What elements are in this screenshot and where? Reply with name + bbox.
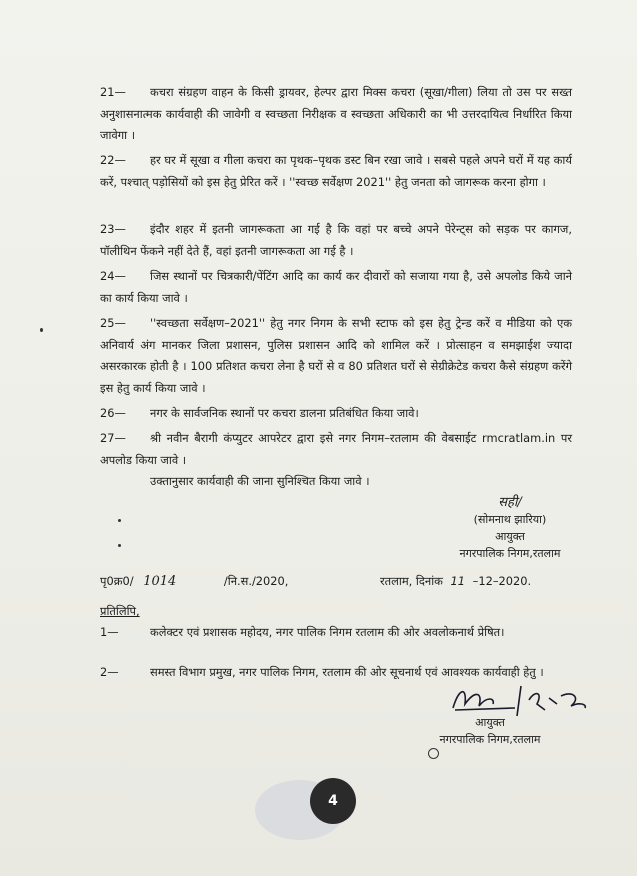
scan-speck [118,519,121,522]
copy-heading: प्रतिलिपि, [100,604,140,618]
page-number: 4 [310,778,356,824]
signatory-title: आयुक्त [495,530,525,543]
scan-speck [40,328,43,332]
ref-section: /नि.स./2020, [223,574,289,588]
place-date-label: रतलाम, दिनांक [380,574,443,588]
signatory-org: नगरपालिक निगम,रतलाम [439,733,541,746]
item-number: 26— [100,406,126,420]
item-text: कचरा संग्रहण वाहन के किसी ड्रायवर, हेल्पर द्वारा मिक्स कचरा (सूखा/गीला) लिया तो उस पर सख्त अनुशासनात्मक कार्यवाही की जावेगी व स्वच्छता निरीक्षक व स्वच्छता अधिकारी का भी उत्तरदायित्व निर्धारित किया जावेगा । [100,85,572,142]
item-22 [100,150,572,193]
copy-item-1 [100,622,572,644]
item-23 [100,219,572,262]
item-number: 21— [100,85,126,99]
signatory-org: नगरपालिक निगम,रतलाम [459,547,561,560]
place-date-line [380,574,531,589]
signature-mark: सही/ [498,495,522,510]
signature-block-1 [450,494,570,562]
item-text: इंदौर शहर में इतनी जागरूकता आ गई है कि वहां पर बच्चे अपने पेरेन्ट्स को सड़क पर कागज, पॉलीथिन फेंकने नहीं देते हैं, वहां इतनी जागरूकता आ गई है । [100,222,572,258]
item-27 [100,428,572,471]
item-25 [100,313,572,399]
item-24 [100,266,572,309]
item-text: ''स्वच्छता सर्वेक्षण–2021'' हेतु नगर निगम के सभी स्टाफ को इस हेतु ट्रेन्ड करें व मीडिया को एक अनिवार्य अंग मानकर जिला प्रशासन, पुलिस प्रशासन आदि को शामिल करें । प्रोत्साहन व समझाईश ज्यादा असरकारक होती है । 100 प्रतिशत कचरा लेना है घरों से व 80 प्रतिशत घरों से सेग्रीक्रेटेड कचरा कैसे संग्रहण करेंगे इस हेतु कार्य किया जावे । [100,316,572,395]
copy-number: 2— [100,665,119,679]
item-text: हर घर में सूखा व गीला कचरा का पृथक–पृथक डस्ट बिन रखा जावे । सबसे पहले अपने घरों में यह कार्य करें, पश्चात् पड़ोसियों को इस हेतु प्रेरित करें । ''स्वच्छ सर्वेक्षण 2021'' हेतु जनता को जागरूक करना होगा । [100,153,572,189]
item-number: 23— [100,222,126,236]
ref-number: 1014 [143,574,177,589]
reference-line [100,574,288,589]
scan-speck [118,544,121,547]
item-number: 25— [100,316,126,330]
copy-text: कलेक्टर एवं प्रशासक महोदय, नगर पालिक निगम रतलाम की ओर अवलोकनार्थ प्रेषित। [150,625,505,639]
date-rest: –12–2020. [472,574,532,588]
item-number: 22— [100,153,126,167]
signature-block-2 [415,714,565,748]
copy-text: समस्त विभाग प्रमुख, नगर पालिक निगम, रतलाम की ओर सूचनार्थ एवं आवश्यक कार्यवाही हेतु । [150,665,544,679]
signatory-title: आयुक्त [475,716,505,729]
closing-text: उक्तानुसार कार्यवाही की जाना सुनिश्चित किया जावे । [150,474,370,488]
item-text: श्री नवीन बैरागी कंप्युटर आपरेटर द्वारा इसे नगर निगम–रतलाम की वेबसाईट rmcratlam.in पर अपलोड किया जावे । [100,431,572,467]
item-number: 27— [100,431,126,445]
date-day: 11 [450,574,466,588]
item-number: 24— [100,269,126,283]
signatory-name: (सोमनाथ झारिया) [473,513,547,526]
item-26 [100,403,572,425]
item-text: जिस स्थानों पर चित्रकारी/पेंटिंग आदि का कार्य कर दीवारों को सजाया गया है, उसे अपलोड किये जाने का कार्य किया जावे । [100,269,572,305]
item-text: नगर के सार्वजनिक स्थानों पर कचरा डालना प्रतिबंधित किया जावे। [150,406,419,420]
copy-number: 1— [100,625,119,639]
scan-speck [428,748,439,759]
item-21 [100,82,572,147]
ref-prefix: पृ0क्र0/ [100,574,134,588]
